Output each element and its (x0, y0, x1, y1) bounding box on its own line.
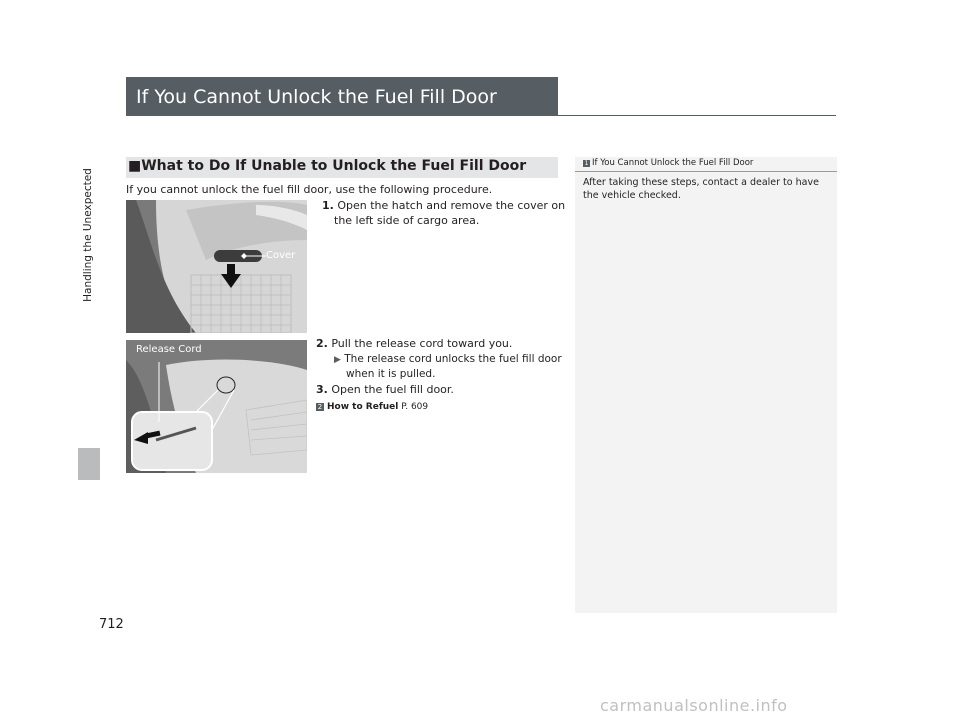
note-title-text: If You Cannot Unlock the Fuel Fill Door (592, 158, 754, 168)
reference-arrow-icon: 2 (317, 402, 323, 411)
figure-release-cord-illustration (126, 340, 307, 473)
step-2 (316, 336, 512, 352)
note-title (583, 158, 753, 168)
release-cord-callout: Release Cord (136, 344, 202, 355)
title-rule (126, 115, 836, 116)
watermark: carmanualsonline.info (600, 696, 788, 715)
step-2-result-line2: when it is pulled. (346, 368, 436, 380)
figure-release-cord (126, 340, 307, 473)
step-2-line1: Pull the release cord toward you. (331, 337, 513, 350)
step-1 (322, 198, 565, 214)
step-3-number: 3. (316, 383, 328, 396)
reference-page: P. 609 (401, 402, 429, 412)
refuel-reference-link[interactable] (316, 402, 428, 412)
note-marker-icon: 1 (584, 160, 589, 167)
step-1-line1: Open the hatch and remove the cover on (337, 199, 566, 212)
step-1-number: 1. (322, 199, 334, 212)
reference-label: How to Refuel (327, 402, 399, 412)
step-1-line2: the left side of cargo area. (334, 214, 480, 227)
section-heading (128, 158, 526, 174)
intro-text: If you cannot unlock the fuel fill door, use the following procedure. (126, 183, 493, 196)
note-rule (575, 171, 837, 172)
page-title: If You Cannot Unlock the Fuel Fill Door (136, 86, 497, 108)
figure-cover-illustration (126, 200, 307, 333)
step-3-line1: Open the fuel fill door. (331, 383, 454, 396)
figure-cover-location (126, 200, 307, 333)
step-2-result (334, 352, 562, 368)
step-3 (316, 382, 454, 398)
note-body: After taking these steps, contact a dealer to have the vehicle checked. (583, 177, 819, 201)
note-panel (575, 157, 837, 613)
cover-callout: Cover (266, 250, 296, 261)
triangle-right-icon: ▶ (334, 355, 341, 365)
section-marker-icon: ■ (128, 158, 142, 174)
side-section-label: Handling the Unexpected (82, 168, 94, 302)
step-2-number: 2. (316, 337, 328, 350)
step-2-result-line1: The release cord unlocks the fuel fill door (344, 353, 562, 365)
page-number: 712 (99, 617, 124, 632)
side-tab-marker (78, 448, 100, 480)
section-heading-text: What to Do If Unable to Unlock the Fuel Fill Door (141, 158, 527, 174)
